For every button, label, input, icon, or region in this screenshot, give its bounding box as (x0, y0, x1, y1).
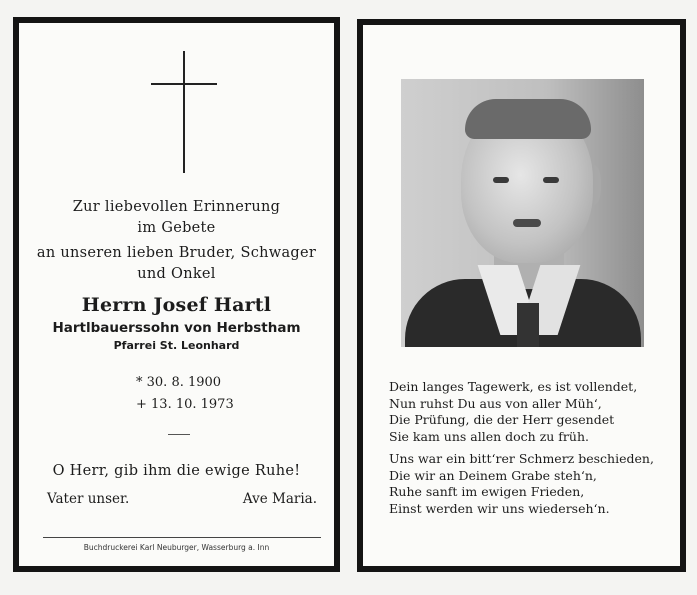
poem-line: Die wir an Deinem Grabe steh‘n, (389, 467, 597, 483)
intro-line-1: Zur liebevollen Erinnerung (72, 199, 281, 215)
poem-line: Sie kam uns allen doch zu früh. (389, 428, 589, 444)
left-card-panel (13, 17, 340, 572)
separator-dash (168, 434, 190, 435)
poem-line: Nun ruhst Du aus von aller Müh‘, (389, 395, 602, 411)
descent-line: Hartlbauerssohn von Herbstham (52, 320, 301, 336)
printer-imprint: Buchdruckerei Karl Neuburger, Wasserburg a. Inn (83, 543, 270, 552)
deceased-name: Herrn Josef Hartl (81, 294, 272, 316)
relation-line-1: an unseren lieben Bruder, Schwager (36, 245, 317, 261)
latin-cross-icon (151, 51, 217, 173)
poem-line: Dein langes Tagewerk, es ist vollendet, (389, 379, 638, 394)
prayer-line: O Herr, gib ihm die ewige Ruhe! (52, 463, 301, 479)
poem-stanza-1 (389, 379, 689, 445)
poem-line: Die Prüfung, die der Herr gesendet (389, 412, 615, 427)
poem-line: Einst werden wir uns wiederseh‘n. (389, 500, 610, 516)
poem-line: Ruhe sanft im ewigen Frieden, (389, 484, 585, 499)
footer-rule (43, 537, 321, 538)
relation-line-2: und Onkel (137, 266, 216, 282)
poem-line: Uns war ein bitt‘rer Schmerz beschieden, (389, 451, 654, 466)
poem-stanza-2 (389, 451, 689, 517)
death-date: + 13. 10. 1973 (136, 397, 234, 412)
birth-date: * 30. 8. 1900 (136, 375, 222, 390)
prayer-hail-mary: Ave Maria. (242, 491, 317, 507)
portrait-photo (401, 79, 644, 347)
prayer-our-father: Vater unser. (47, 491, 130, 507)
right-card-panel (357, 19, 686, 572)
intro-line-2: im Gebete (137, 220, 216, 236)
parish-line: Pfarrei St. Leonhard (113, 339, 240, 352)
prayer-row (47, 491, 317, 507)
